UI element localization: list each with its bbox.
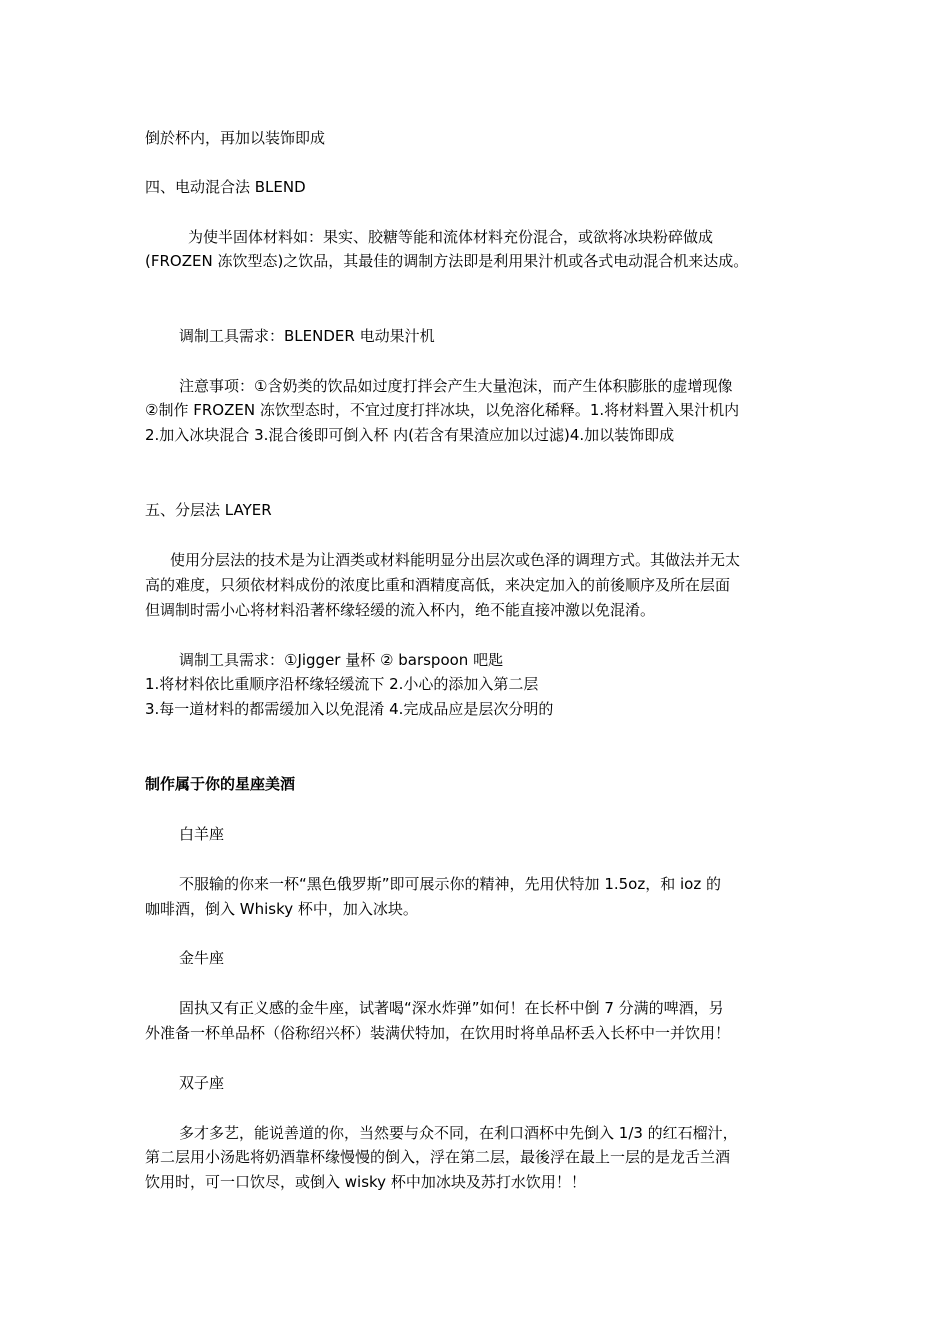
subheading-gemini: 双子座: [179, 1074, 225, 1092]
text-line: 注意事项：①含奶类的饮品如过度打拌会产生大量泡沫，而产生体积膨胀的虚增现像: [179, 377, 733, 395]
section-heading-blend: 四、电动混合法 BLEND: [145, 178, 306, 196]
text-line: 3.每一道材料的都需缓加入以免混淆 4.完成品应是层次分明的: [145, 700, 554, 718]
text-line: 1.将材料依比重顺序沿杯缘轻缓流下 2.小心的添加入第二层: [145, 675, 539, 693]
text-line: 为使半固体材料如：果实、胶糖等能和流体材料充份混合，或欲将冰块粉碎做成: [188, 228, 714, 246]
text-line: 外准备一杯单品杯（俗称绍兴杯）装满伏特加，在饮用时将单品杯丢入长杯中一并饮用！: [145, 1024, 731, 1042]
text-line: 2.加入冰块混合 3.混合後即可倒入杯 内(若含有果渣应加以过滤)4.加以装饰即成: [145, 426, 675, 444]
subheading-taurus: 金牛座: [179, 949, 225, 967]
subheading-aries: 白羊座: [179, 825, 225, 843]
text-line: 调制工具需求：①Jigger 量杯 ② barspoon 吧匙: [179, 651, 504, 669]
text-line: 倒於杯内，再加以装饰即成: [145, 129, 326, 147]
text-line: 多才多艺，能说善道的你，当然要与众不同，在利口酒杯中先倒入 1/3 的红石榴汁，: [179, 1124, 738, 1142]
text-line: 调制工具需求：BLENDER 电动果汁机: [179, 327, 435, 345]
text-line: 使用分层法的技术是为让酒类或材料能明显分出层次或色泽的调理方式。其做法并无太: [170, 551, 741, 569]
text-line: 不服输的你来一杯“黑色俄罗斯”即可展示你的精神，先用伏特加 1.5oz，和 ioz 的: [179, 875, 721, 893]
text-line: ②制作 FROZEN 冻饮型态时，不宜过度打拌冰块，以免溶化稀释。1.将材料置入果汁机内: [145, 401, 740, 419]
text-line: 咖啡酒，倒入 Whisky 杯中，加入冰块。: [145, 900, 418, 918]
text-line: 饮用时，可一口饮尽，或倒入 wisky 杯中加冰块及苏打水饮用！！: [145, 1173, 586, 1191]
text-line: 第二层用小汤匙将奶酒靠杯缘慢慢的倒入，浮在第二层，最後浮在最上一层的是龙舌兰酒: [145, 1148, 731, 1166]
text-line: (FROZEN 冻饮型态)之饮品，其最佳的调制方法即是利用果汁机或各式电动混合机来达成。: [145, 252, 749, 270]
text-line: 高的难度，只须依材料成份的浓度比重和酒精度高低，来决定加入的前後顺序及所在层面: [145, 576, 731, 594]
section-heading-layer: 五、分层法 LAYER: [145, 501, 272, 519]
text-line: 但调制时需小心将材料沿著杯缘轻缓的流入杯内，绝不能直接冲激以免混淆。: [145, 601, 656, 619]
section-heading-zodiac: 制作属于你的星座美酒: [145, 775, 296, 793]
text-line: 固执又有正义感的金牛座，试著喝“深水炸弹”如何！在长杯中倒 7 分满的啤酒，另: [179, 999, 724, 1017]
